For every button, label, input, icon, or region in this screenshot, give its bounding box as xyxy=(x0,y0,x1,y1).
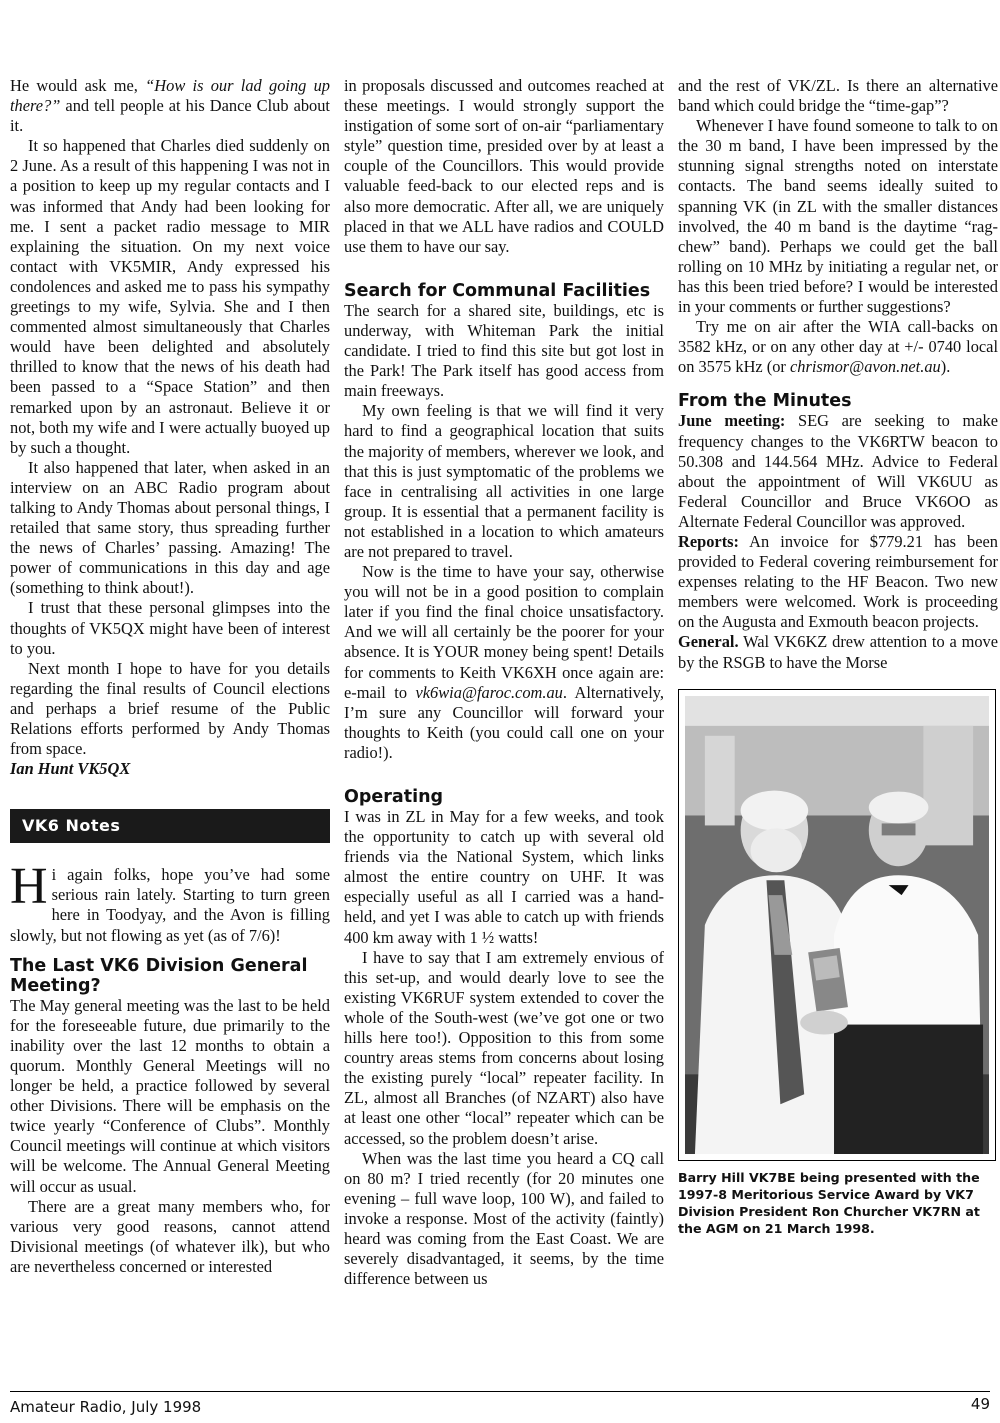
drop-cap: H xyxy=(10,858,48,916)
paragraph: My own feeling is that we will find it very hard to find a geographical location that suits the majority of members, wherever we look, and that this is just symptomatic of the problems we face in centralising all activities in one large group. It is essential that a permanent facility is not established in a location to which amateurs are not prepared to travel. xyxy=(344,401,664,561)
paragraph: When was the last time you heard a CQ call on 80 m? I tried recently (for 20 minutes one evening – full wave loop, 100 W), and failed to invoke a response. Most of the activity (faintly) heard was coming from the East Coast. We are severely disadvantaged, it seems, by the time difference between us xyxy=(344,1148,664,1289)
section-banner: VK6 Notes xyxy=(10,809,330,843)
paragraph: It so happened that Charles died suddenly on 2 June. As a result of this happening I was not in a position to keep up my regular contacts and I was informed that Andy had been looking for me. I sent a packet radio message to MIR explaining the situation. On my next voice contact with VK5MIR, Andy expressed his condolences and asked me to pass his sympathy greetings to my wife, Sylvia. She and I then commented almost simultaneously that Charles would have been delighted and absolutely thrilled to know that the news of his death had been passed to a “Space Station” and then remarked upon by an astronaut. Believe it or not, both my wife and I were actually buoyed up by such a thought. xyxy=(10,136,330,457)
paragraph: There are a great many members who, for various very good reasons, cannot attend Divisional meetings (of whatever ilk), but who are nevertheless concerned or interested xyxy=(10,1196,330,1276)
column-2 xyxy=(344,76,664,1289)
paragraph: Now is the time to have your say, otherwise you will not be in a good position to complain later if you find the final choice unsatisfactory. And we will all certainly be the poorer for your absence. It is YOUR money being spent! Details for comments to Keith VK6XH once again are: e-mail to vk6wia@faroc.com.au. Alternatively, I’m sure any Councillor will forward your thoughts to Keith (you could call one on your radio!). xyxy=(344,562,664,762)
paragraph: He would ask me, “How is our lad going up there?” and tell people at his Dance Club about it. xyxy=(10,76,330,136)
photo-caption: Barry Hill VK7BE being presented with the 1997-8 Meritorious Service Award by VK7 Division President Ron Churcher VK7RN at the AGM on 21 March 1998. xyxy=(678,1169,980,1236)
section-heading: From the Minutes xyxy=(678,391,852,412)
section-heading: Operating xyxy=(344,787,444,807)
paragraph: General. Wal VK6KZ drew attention to a move by the RSGB to have the Morse xyxy=(678,632,998,672)
paragraph: It also happened that later, when asked in an interview on an ABC Radio program about talking to Andy Thomas about personal things, I retailed that same story, thus spreading further the news of Charles’ passing. Amazing! The power of communications in this day and age (something to think about!). xyxy=(10,457,330,598)
paragraph: The May general meeting was the last to be held for the foreseeable future, due primarily to the inability over the last 12 months to obtain a quorum. Monthly General Meetings will no longer be held, a practice followed by several other Divisions. There will be emphasis on the twice yearly “Conference of Clubs”. Monthly Council meetings will continue at which visitors will be welcome. The Annual General Meeting will occur as usual. xyxy=(10,995,330,1196)
section-heading: Search for Communal Facilities xyxy=(344,280,651,301)
paragraph: The search for a shared site, buildings, etc is underway, with Whiteman Park the initial candidate. I tried to find this site but got lost in the Park! The Park itself has good access from main freeways. xyxy=(344,300,664,401)
author-signature: Ian Hunt VK5QX xyxy=(10,759,131,779)
photo-illustration xyxy=(685,696,989,1154)
paragraph: Reports: An invoice for $779.21 has been provided to Federal covering reimbursement for expenses relating to the HF Beacon. Two new members were welcomed. Work is proceeding on the Augusta and Exmouth beacon projects. xyxy=(678,531,998,632)
email-link[interactable]: vk6wia@faroc.com.au xyxy=(415,682,563,702)
paragraph: I was in ZL in May for a few weeks, and took the opportunity to catch up with several old friends via the National System, which links almost the entire country on UHF. It was especially useful as all I carried was a hand-held, and yet I was able to catch up with friends 400 km away with 1 ½ watts! xyxy=(344,807,664,947)
intro-paragraph: Hi again folks, hope you’ve had some serious rain lately. Starting to turn green here in Toodyay, and the Avon is filling slowly, but not flowing as yet (as of 7/6)! xyxy=(10,858,330,945)
section-heading: The Last VK6 Division General Meeting? xyxy=(10,955,308,996)
paragraph: Whenever I have found someone to talk to on the 30 m band, I have been impressed by the stunning signal strengths noted on interstate contacts. The band seems ideally suited to spanning VK (in ZL with the smaller distances involved, the 40 m band is the daytime “rag-chew” band). Perhaps we could get the ball rolling on 10 MHz by initiating a regular net, or has this been tried before? I would be interested in your comments or further suggestions? xyxy=(678,116,998,317)
page-footer xyxy=(10,1391,990,1422)
column-1 xyxy=(10,76,330,1277)
paragraph: I have to say that I am extremely envious of this set-up, and would dearly love to see the existing VK6RUF system extended to cover the whole of the South-west (we’ve got one or two hills here too!). Opposition to this from some country areas stems from concerns about losing the existing purely “local” repeater facility. In ZL, almost all Branches (of NZART) also have at least one other “local” repeater which can be accessed, so the problem doesn’t arise. xyxy=(344,947,664,1148)
page-number: 49 xyxy=(970,1395,990,1413)
paragraph: and the rest of VK/ZL. Is there an alternative band which could bridge the “time-gap”? xyxy=(678,76,998,116)
paragraph: Next month I hope to have for you details regarding the final results of Council elections and perhaps a brief resume of the Public Relations efforts performed by Andy Thomas from space. xyxy=(10,658,330,759)
paragraph: June meeting: SEG are seeking to make frequency changes to the VK6RTW beacon to 50.308 and 144.564 MHz. Advice to Federal about the appointment of Will VK6UU as Federal Councillor and Bruce VK6OO as Alternate Federal Councillor was approved. xyxy=(678,411,998,531)
column-3 xyxy=(678,76,998,1237)
email-link[interactable]: chrismor@avon.net.au xyxy=(789,357,941,377)
paragraph: Try me on air after the WIA call-backs on 3582 kHz, or on any other day at +/- 0740 local on 3575 kHz (or chrismor@avon.net.au). xyxy=(678,317,998,377)
publication-info: Amateur Radio, July 1998 xyxy=(10,1398,202,1416)
paragraph: I trust that these personal glimpses into the thoughts of VK5QX might have been of interest to you. xyxy=(10,598,330,658)
paragraph: in proposals discussed and outcomes reached at these meetings. I would strongly support the instigation of some sort of on-air “parliamentary style” question time, presided over by at least a couple of the Councillors. This would provide valuable feed-back to our elected reps and is also more democratic. After all, we are uniquely placed in that we ALL have radios and COULD use them to have our say. xyxy=(344,76,664,256)
award-photo xyxy=(678,689,996,1161)
